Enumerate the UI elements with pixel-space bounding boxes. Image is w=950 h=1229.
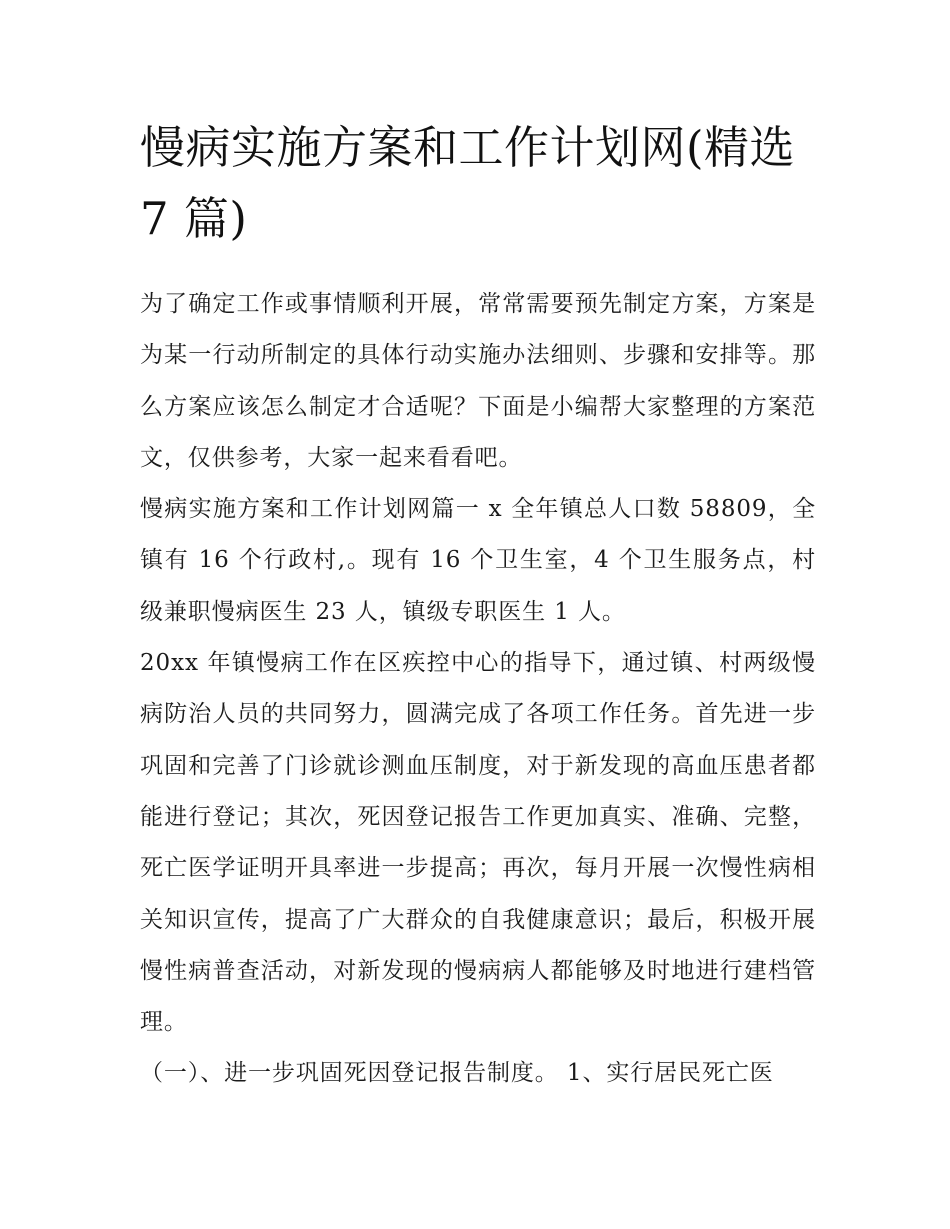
summary-paragraph: 20xx 年镇慢病工作在区疾控中心的指导下，通过镇、村两级慢病防治人员的共同努力，圆满完成了各项工作任务。首先进一步巩固和完善了门诊就诊测血压制度，对于新发现的高血压患者都能进行登记；其次，死因登记报告工作更加真实、准确、完整，死亡医学证明开具率进一步提高；再次，每月开展一次慢性病相关知识宣传，提高了广大群众的自我健康意识；最后，积极开展慢性病普查活动，对新发现的慢病病人都能够及时地进行建档管理。 — [140, 650, 816, 1036]
intro-paragraph: 为了确定工作或事情顺利开展，常常需要预先制定方案，方案是为某一行动所制定的具体行动实施办法细则、步骤和安排等。那么方案应该怎么制定才合适呢？下面是小编帮大家整理的方案范文，仅供参考，大家一起来看看吧。 — [140, 291, 816, 471]
document-title: 慢病实施方案和工作计划网(精选 7 篇) — [140, 121, 796, 245]
section-heading-paragraph: （一）、进一步巩固死因登记报告制度。 1、实行居民死亡医 — [140, 1060, 774, 1087]
document-body — [140, 279, 816, 1100]
overview-paragraph: 慢病实施方案和工作计划网篇一 x 全年镇总人口数 58809，全镇有 16 个行政村,。现有 16 个卫生室，4 个卫生服务点，村级兼职慢病医生 23 人，镇级专职医生 1 人。 — [140, 496, 816, 625]
